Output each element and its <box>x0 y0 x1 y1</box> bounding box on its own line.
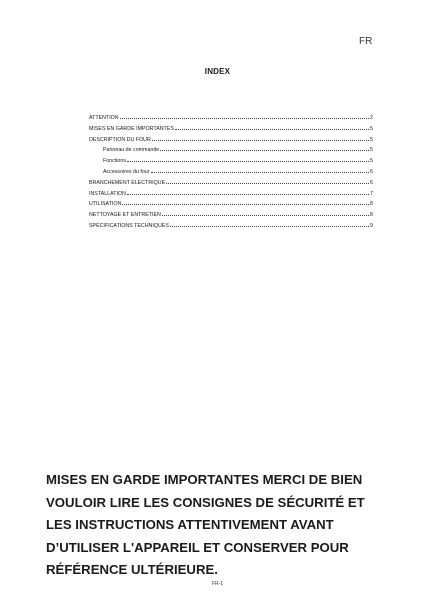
toc-entry-page: 5 <box>370 147 373 154</box>
toc-entry-title: UTILISATION <box>89 201 122 208</box>
safety-warning-line: D’UTILISER L'APPAREIL ET CONSERVER POUR <box>46 539 349 555</box>
toc-entry-installation[interactable] <box>89 189 373 200</box>
safety-warning <box>46 469 396 582</box>
toc-dot-leader <box>120 118 369 119</box>
toc-entry-attention[interactable] <box>89 113 373 124</box>
toc-entry-panneau-de-commande[interactable] <box>89 145 373 156</box>
toc-entry-title: INSTALLATION <box>89 190 126 197</box>
toc-entry-page: 6 <box>370 179 373 186</box>
safety-warning-line: MISES EN GARDE IMPORTANTES MERCI DE BIEN <box>46 472 363 487</box>
toc-entry-page: 6 <box>370 168 373 175</box>
toc-dot-leader <box>166 183 369 184</box>
page-number: FR-1 <box>211 581 224 587</box>
toc-dot-leader <box>160 150 369 151</box>
toc-entry-title: BRANCHEMENT ÉLECTRIQUE <box>89 179 166 186</box>
toc-entry-page: 5 <box>370 125 373 132</box>
safety-warning-line: LES INSTRUCTIONS ATTENTIVEMENT AVANT <box>46 517 334 532</box>
index-title: INDEX <box>204 67 231 76</box>
toc-entry-title: Fonctions <box>103 158 126 165</box>
toc-entry-description-du-four[interactable] <box>89 135 373 146</box>
toc-entry-page: 9 <box>370 222 373 229</box>
toc-entry-page: 2 <box>370 115 373 121</box>
toc-entry-title: SPÉCIFICATIONS TECHNIQUES <box>89 222 169 229</box>
toc-dot-leader <box>170 226 369 227</box>
toc-dot-leader <box>175 129 369 130</box>
toc-entry-title: MISES EN GARDE IMPORTANTES <box>89 125 174 132</box>
toc-dot-leader <box>162 215 369 216</box>
toc-entry-utilisation[interactable] <box>89 199 373 210</box>
language-code: FR <box>359 36 373 47</box>
toc-entry-title: DESCRIPTION DU FOUR <box>89 136 151 143</box>
table-of-contents <box>89 113 373 232</box>
toc-entry-specifications-techniques[interactable] <box>89 221 373 232</box>
toc-entry-title: NETTOYAGE ET ENTRETIEN <box>89 212 161 219</box>
toc-entry-page: 8 <box>370 201 373 208</box>
toc-entry-page: 5 <box>370 136 373 143</box>
toc-entry-page: 8 <box>370 212 373 219</box>
toc-dot-leader <box>152 140 369 141</box>
toc-dot-leader <box>127 161 369 162</box>
toc-dot-leader <box>122 204 369 205</box>
toc-entry-page: 7 <box>370 190 373 197</box>
toc-entry-nettoyage-et-entretien[interactable] <box>89 210 373 221</box>
toc-entry-branchement-electrique[interactable] <box>89 178 373 189</box>
toc-entry-accessoires-du-four[interactable] <box>89 167 373 178</box>
toc-entry-title: Accessoires du four <box>103 168 150 175</box>
toc-entry-title: ATTENTION <box>89 115 119 121</box>
toc-dot-leader <box>151 172 370 173</box>
toc-dot-leader <box>127 194 369 195</box>
toc-entry-title: Panneau de commande <box>103 147 160 154</box>
toc-entry-page: 5 <box>370 158 373 165</box>
safety-warning-line: VOULOIR LIRE LES CONSIGNES DE SÉCURITÉ ET <box>46 494 365 510</box>
toc-entry-fonctions[interactable] <box>89 156 373 167</box>
toc-entry-mises-en-garde[interactable] <box>89 124 373 135</box>
safety-warning-line: RÉFÉRENCE ULTÉRIEURE. <box>46 562 218 577</box>
